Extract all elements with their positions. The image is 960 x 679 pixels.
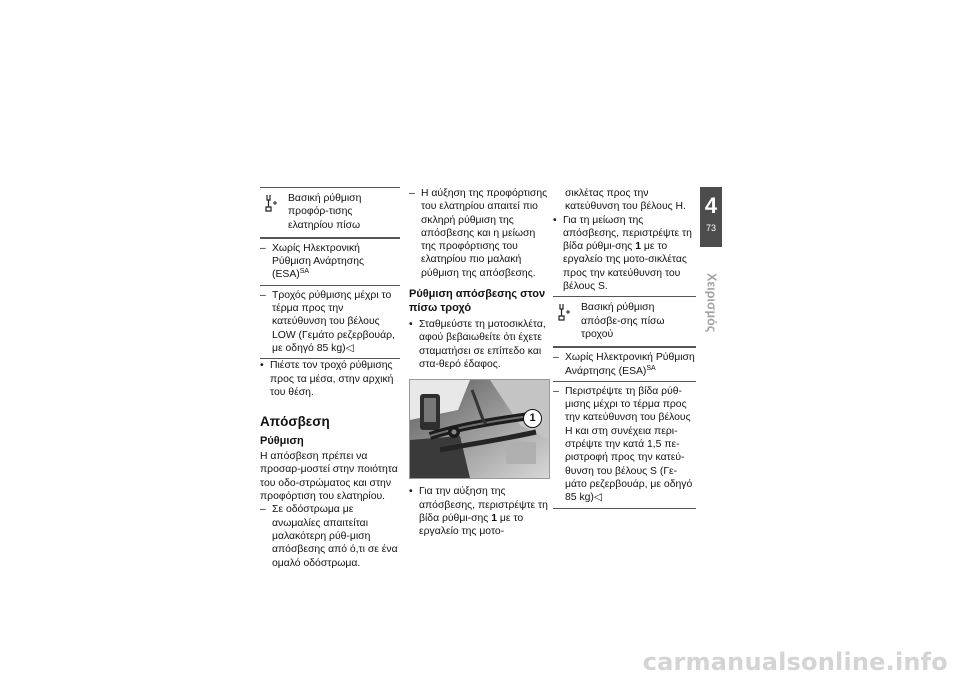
wrench-icon <box>260 192 282 232</box>
column-1 <box>260 187 400 570</box>
row-text: Τροχός ρύθμισης μέχρι το τέρμα προς την κατεύθυνση του βέλους LOW (Γεμάτο ρεζερβουάρ, με οδηγό 85 kg)◁ <box>272 289 395 354</box>
continued-text: σικλέτας προς την κατεύθυνση του βέλους H. <box>565 188 686 213</box>
damping-infobox <box>553 296 696 508</box>
column-3 <box>553 187 696 509</box>
sa-superscript: SA <box>646 364 656 372</box>
list-item: – Σε οδόστρωμα με ανωμαλίες απαιτείται μαλακότερη ρύθ-μιση απόσβεσης από ό,τι σε ένα ομαλό οδόστρωμα. <box>260 504 398 569</box>
photo-callout-1: 1 <box>523 409 542 428</box>
row-text: Χωρίς Ηλεκτρονική Ρύθμιση Ανάρτησης (ESA) <box>272 242 364 281</box>
chapter-tab <box>700 187 722 247</box>
infobox-row: – Χωρίς Ηλεκτρονική Ρύθμιση Ανάρτησης (ESA)$^{SA}$ <box>553 347 696 381</box>
callout-ref: 1 <box>635 241 641 253</box>
infobox-row: – Περιστρέψτε τη βίδα ρύθ-μισης μέχρι το τέρμα προς την κατεύθυνση του βέλους H και στη συνέχεια περι-στρέψτε την κατά 1,5 πε-ριστροφή προς την κατεύ-θυνση του βέλους S (Γε-μάτο ρεζερβουάρ, με οδηγό 85 kg)◁ <box>553 381 696 508</box>
infobox-row: – Χωρίς Ηλεκτρονική Ρύθμιση Ανάρτησης (ESA)$^{SA}$ <box>260 238 400 285</box>
infobox-row: – Τροχός ρύθμισης μέχρι το τέρμα προς την κατεύθυνση του βέλους LOW (Γεμάτο ρεζερβουάρ, με οδηγό 85 kg)◁ <box>260 285 400 358</box>
callout-ref: 1 <box>491 512 497 524</box>
sa-superscript: SA <box>299 268 310 276</box>
column-2 <box>409 187 549 538</box>
wrench-icon <box>553 301 575 341</box>
list-item: • Για την αύξηση της απόσβεσης, περιστρέψτε τη βίδα ρύθμι-σης 1 με το εργαλείο της μοτο- <box>409 486 548 538</box>
subsection-title: Ρύθμιση <box>260 435 304 448</box>
side-chapter-title: Χειρισμός <box>704 273 719 333</box>
row-text: Χωρίς Ηλεκτρονική Ρύθμιση Ανάρτησης (ESA) <box>565 352 695 377</box>
page-number: 73 <box>705 223 716 233</box>
list-item: • Σταθμεύστε τη μοτοσικλέτα, αφού βεβαιωθείτε ότι έχετε σταματήσει σε επίπεδο και στα-θερό έδαφος. <box>409 319 546 370</box>
infobox-title: Βασική ρύθμιση προφόρ-τισης ελατηρίου πίσω <box>288 193 362 231</box>
list-item: • Πιέστε τον τροχό ρύθμισης προς τα μέσα, στην αρχική του θέση. <box>260 360 394 398</box>
section-title: Απόσβεση <box>260 414 330 430</box>
list-item: – Η αύξηση της προφόρτισης του ελατηρίου απαιτεί πιο σκληρή ρύθμιση της απόσβεσης και η μείωση της προφόρτισης του ελατηρίου πιο μαλακή ρύθμιση της απόσβεσης. <box>409 188 548 279</box>
watermark: carmanualsonline.info <box>642 647 948 676</box>
infobox-header <box>260 188 400 238</box>
list-item: • Για τη μείωση της απόσβεσης, περιστρέψτε τη βίδα ρύθμι-σης 1 με το εργαλείο της μοτο-σικλέτας προς την κατεύθυνση του βέλους S. <box>553 214 692 293</box>
row-text: Περιστρέψτε τη βίδα ρύθ-μισης μέχρι το τέρμα προς την κατεύθυνση του βέλους H και στη συνέχεια περι-στρέψτε την κατά 1,5 πε-ριστροφή προς την κατεύ-θυνση του βέλους S (Γε-μάτο ρεζερβουάρ, με οδηγό 85 kg)◁ <box>565 385 693 504</box>
infobox-header <box>553 297 696 347</box>
paragraph: Η απόσβεση πρέπει να προσαρ-μοστεί στην ποιότητα του οδο-στρώματος και στην προφόρτιση του ελατηρίου. <box>260 451 398 503</box>
rear-shock-photo <box>409 379 550 479</box>
spring-preload-infobox <box>260 187 400 359</box>
chapter-number: 4 <box>704 193 718 218</box>
infobox-title: Βασική ρύθμιση απόσβε-σης πίσω τροχού <box>581 302 665 340</box>
subsection-title: Ρύθμιση απόσβεσης στον πίσω τροχό <box>409 288 546 315</box>
